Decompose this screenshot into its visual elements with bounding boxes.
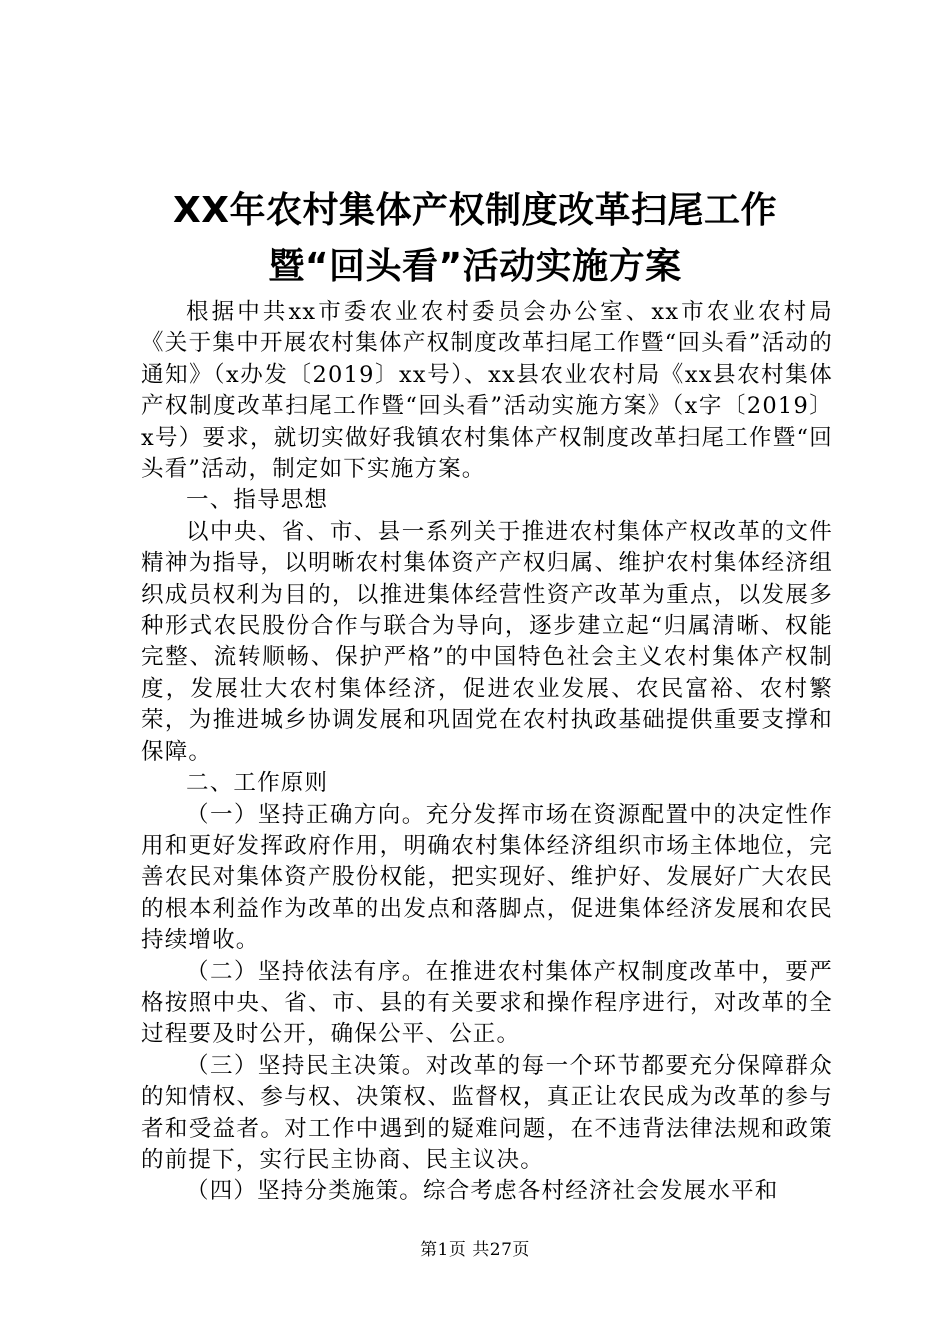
document-title: XX年农村集体产权制度改革扫尾工作暨“回头看”活动实施方案 — [172, 190, 777, 287]
page-number-footer: 第1页 共27页 — [420, 1240, 530, 1260]
document-body — [141, 297, 833, 1208]
principle-3-paragraph: （三）坚持民主决策。对改革的每一个环节都要充分保障群众的知情权、参与权、决策权、监督权，真正让农民成为改革的参与者和受益者。对工作中遇到的疑难问题，在不违背法律法规和政策的前提下，实行民主协商、民主议决。 — [141, 1052, 833, 1173]
intro-paragraph: 根据中共xx市委农业农村委员会办公室、xx市农业农村局《关于集中开展农村集体产权制度改革扫尾工作暨“回头看”活动的通知》（x办发〔2019〕xx号）、xx县农业农村局《xx县农村集体产权制度改革扫尾工作暨“回头看”活动实施方案》（x字〔2019〕x号）要求，就切实做好我镇农村集体产权制度改革扫尾工作暨“回头看”活动，制定如下实施方案。 — [141, 299, 833, 483]
principle-4-paragraph: （四）坚持分类施策。综合考虑各村经济社会发展水平和 — [186, 1178, 779, 1205]
principle-1-paragraph: （一）坚持正确方向。充分发挥市场在资源配置中的决定性作用和更好发挥政府作用，明确农村集体经济组织市场主体地位，完善农民对集体资产股份权能，把实现好、维护好、发展好广大农民的根本利益作为改革的出发点和落脚点，促进集体经济发展和农民持续增收。 — [141, 801, 833, 954]
principle-2-paragraph: （二）坚持依法有序。在推进农村集体产权制度改革中，要严格按照中央、省、市、县的有关要求和操作程序进行，对改革的全过程要及时公开，确保公平、公正。 — [141, 958, 833, 1048]
guiding-ideology-paragraph: 以中央、省、市、县一系列关于推进农村集体产权改革的文件精神为指导，以明晰农村集体资产产权归属、维护农村集体经济组织成员权利为目的，以推进集体经营性资产改革为重点，以发展多种形式农民股份合作与联合为导向，逐步建立起“归属清晰、权能完整、流转顺畅、保护严格”的中国特色社会主义农村集体产权制度，发展壮大农村集体经济，促进农业发展、农民富裕、农村繁荣，为推进城乡协调发展和巩固党在农村执政基础提供重要支撑和保障。 — [141, 518, 833, 765]
section-heading-guiding-ideology: 一、指导思想 — [186, 487, 329, 514]
section-heading-work-principles: 二、工作原则 — [186, 770, 329, 797]
